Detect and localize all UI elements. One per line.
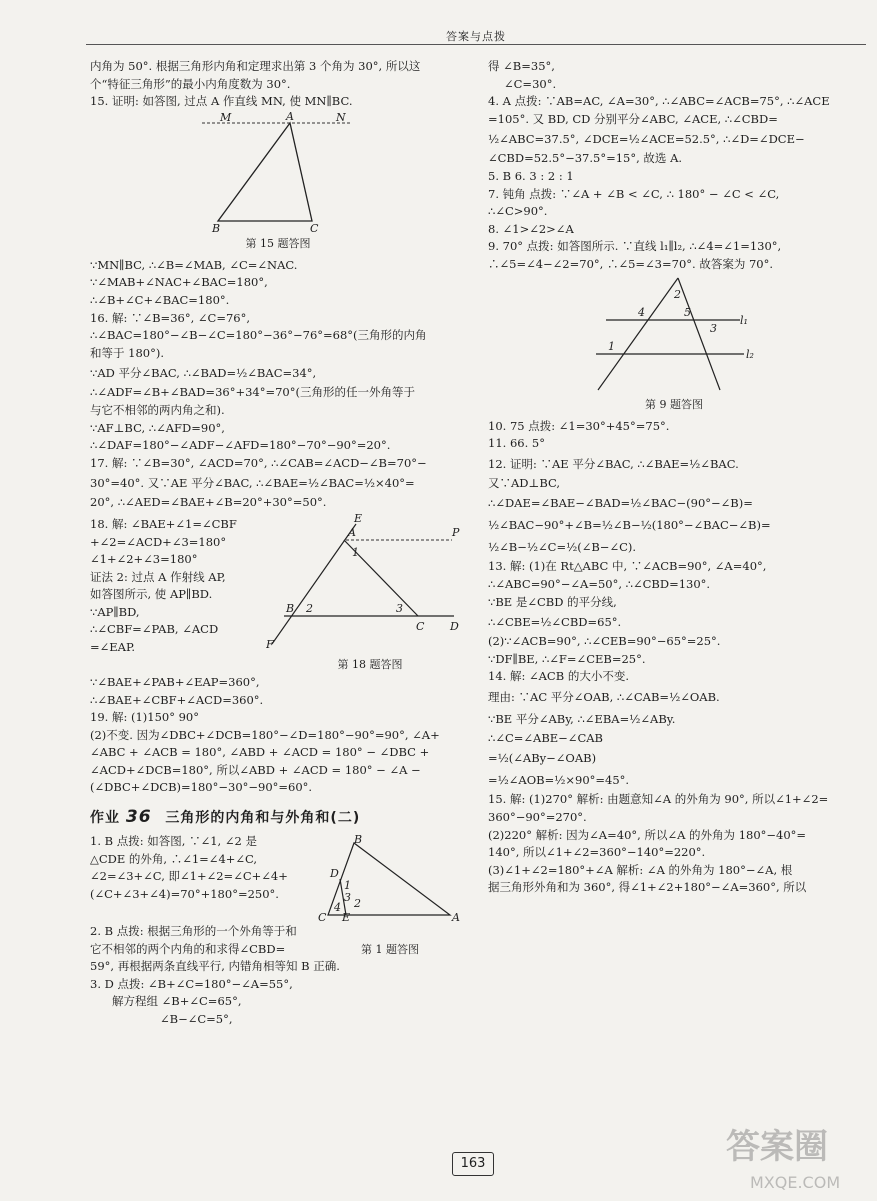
text-line: 10. 75 点拨: ∠1=30°+45°=75°. <box>488 418 670 433</box>
figure-9-diagram <box>488 274 860 394</box>
text-line: ∵AD 平分∠BAC, ∴∠BAD=½∠BAC=34°, <box>90 366 317 381</box>
text-line: 理由: ∵AC 平分∠OAB, ∴∠CAB=½∠OAB. <box>488 689 720 704</box>
text-line: 1. B 点拨: 如答图, ∵∠1, ∠2 是 <box>90 834 257 849</box>
text-line: ∵BE 是∠CBD 的平分线, <box>488 594 617 609</box>
figure-9 <box>488 274 860 394</box>
text-line: ∵∠BAE+∠PAB+∠EAP=360°, <box>90 674 260 689</box>
section-prefix: 作业 <box>90 810 120 827</box>
text-line: ½∠B−½∠C=½(∠B−∠C). <box>488 540 637 555</box>
text-line: (3)∠1+∠2=180°+∠A 解析: ∠A 的外角为 180°−∠A, 根 <box>488 862 793 877</box>
figure-1-diagram <box>318 835 468 921</box>
text-line: ∠C=30°. <box>504 76 557 91</box>
text-line: ∴∠5=∠4−∠2=70°, ∴∠5=∠3=70°. 故答案为 70°. <box>488 256 774 271</box>
fig1-label-1: 1 <box>344 879 351 893</box>
text-line: 7. 钝角 点拨: ∵∠A + ∠B < ∠C, ∴ 180° − ∠C < ∠C, <box>488 186 780 201</box>
section-title: 三角形的内角和与外角和(二) <box>165 810 361 827</box>
text-line: 又∵AD⊥BC, <box>488 475 561 490</box>
fig18-label-D: D <box>450 619 459 633</box>
text-line: ½∠ABC=37.5°, ∠DCE=½∠ACE=52.5°, ∴∠D=∠DCE− <box>488 132 805 147</box>
fig18-label-3: 3 <box>396 601 403 615</box>
figure-15-diagram <box>90 111 466 233</box>
text-line: ∵AF⊥BC, ∴∠AFD=90°, <box>90 420 225 435</box>
text-line: 17. 解: ∵∠B=30°, ∠ACD=70°, ∴∠CAB=∠ACD−∠B=70°− <box>90 455 427 470</box>
header-rule <box>86 44 866 45</box>
fig15-label-A: A <box>286 110 294 123</box>
text-line: ∵DF∥BE, ∴∠F=∠CEB=25°. <box>488 651 646 666</box>
text-line: 20°, ∴∠AED=∠BAE+∠B=20°+30°=50°. <box>90 495 327 510</box>
text-line: (∠C+∠3+∠4)=70°+180°=250°. <box>90 886 279 901</box>
text-line: 15. 解: (1)270° 解析: 由题意知∠A 的外角为 90°, 所以∠1+∠2= <box>488 792 829 807</box>
question-1-block <box>90 833 466 923</box>
text-line: ∠1+∠2+∠3=180° <box>90 552 198 567</box>
text-line: 5. B 6. 3 : 2 : 1 <box>488 168 574 183</box>
text-line: ∴∠C>90°. <box>488 204 548 219</box>
fig15-label-B: B <box>212 221 221 233</box>
fig9-label-l2: l₂ <box>746 347 754 361</box>
fig15-label-C: C <box>310 221 319 233</box>
text-line: 12. 证明: ∵AE 平分∠BAC, ∴∠BAE=½∠BAC. <box>488 456 739 471</box>
fig1-label-3: 3 <box>344 891 351 905</box>
section-heading <box>90 807 466 827</box>
text-line: 和等于 180°). <box>90 345 164 360</box>
text-line: ∵MN∥BC, ∴∠B=∠MAB, ∠C=∠NAC. <box>90 257 298 272</box>
text-line: (2)∵∠ACB=90°, ∴∠CEB=90°−65°=25°. <box>488 634 721 649</box>
text-line: 11. 66. 5° <box>488 436 545 451</box>
text-line: 9. 70° 点拨: 如答图所示. ∵直线 l₁∥l₂, ∴∠4=∠1=130°, <box>488 239 782 254</box>
text-line: (∠DBC+∠DCB)=180°−30°−90°=60°. <box>90 780 313 795</box>
text-line: ∵∠MAB+∠NAC+∠BAC=180°, <box>90 275 268 290</box>
text-line: ½∠BAC−90°+∠B=½∠B−½(180°−∠BAC−∠B)= <box>488 518 771 533</box>
watermark-url: MXQE.COM <box>750 1173 841 1192</box>
text-line: ∴∠B+∠C+∠BAC=180°. <box>90 292 230 307</box>
text-line: (2)220° 解析: 因为∠A=40°, 所以∠A 的外角为 180°−40°= <box>488 827 807 842</box>
text-line: ∴∠C=∠ABE−∠CAB <box>488 730 603 745</box>
text-line: ∵BE 平分∠ABy, ∴∠EBA=½∠ABy. <box>488 711 676 726</box>
figure-1-caption: 第 1 题答图 <box>361 942 419 956</box>
text-line: 解方程组 ∠B+∠C=65°, <box>112 994 242 1009</box>
fig1-label-2: 2 <box>354 897 361 911</box>
text-line: △CDE 的外角, ∴∠1=∠4+∠C, <box>90 851 258 866</box>
fig18-label-P: P <box>452 525 460 539</box>
fig9-label-5: 5 <box>684 305 691 319</box>
fig18-label-E: E <box>354 511 363 525</box>
text-line: 19. 解: (1)150° 90° <box>90 710 200 725</box>
fig9-label-3: 3 <box>710 321 717 335</box>
fig1-label-B: B <box>354 835 363 847</box>
text-line: ∠2=∠3+∠C, 即∠1+∠2=∠C+∠4+ <box>90 869 288 884</box>
text-line: 如答图所示, 使 AP∥BD. <box>90 587 213 602</box>
text-line: =105°. 又 BD, CD 分别平分∠ABC, ∠ACE, ∴∠CBD= <box>488 111 778 126</box>
text-line: 它不相邻的两个内角的和求得∠CBD= <box>90 941 286 956</box>
left-column <box>90 58 466 1029</box>
figure-15 <box>90 111 466 233</box>
text-line: ∴∠BAE+∠CBF+∠ACD=360°. <box>90 692 264 707</box>
text-line: ∠CBD=52.5°−37.5°=15°, 故选 A. <box>488 151 683 166</box>
text-line: 4. A 点拨: ∵AB=AC, ∠A=30°, ∴∠ABC=∠ACB=75°, ∴∠ACE <box>488 94 830 109</box>
fig18-label-B: B <box>286 601 295 615</box>
text-line: ∵AP∥BD, <box>90 604 140 619</box>
text-line: 30°=40°. 又∵AE 平分∠BAC, ∴∠BAE=½∠BAC=½×40°= <box>90 476 415 491</box>
page-header: 答案与点拨 <box>446 30 506 43</box>
text-line: ∠ABC + ∠ACB = 180°, ∠ABD + ∠ACD = 180° − ∠DBC + <box>90 745 430 760</box>
figure-9-caption: 第 9 题答图 <box>645 397 703 411</box>
text-line: 13. 解: (1)在 Rt△ABC 中, ∵∠ACB=90°, ∠A=40°, <box>488 559 767 574</box>
page-number: 163 <box>452 1152 494 1176</box>
text-line: 2. B 点拨: 根据三角形的一个外角等于和 <box>90 924 297 939</box>
fig9-label-1: 1 <box>608 339 615 353</box>
text-line: =½(∠ABy−∠OAB) <box>488 751 597 766</box>
text-line: 据三角形外角和为 360°, 得∠1+∠2+180°−∠A=360°, 所以 <box>488 880 807 895</box>
fig1-label-A: A <box>452 911 460 922</box>
figure-18-diagram <box>266 512 466 652</box>
text-line: ∴∠CBF=∠PAB, ∠ACD <box>90 622 219 637</box>
text-line: 59°, 再根据两条直线平行, 内错角相等知 B 正确. <box>90 959 340 974</box>
text-line: =∠EAP. <box>90 640 136 655</box>
fig1-label-4: 4 <box>334 901 341 915</box>
text-line: +∠2=∠ACD+∠3=180° <box>90 534 227 549</box>
right-column <box>488 58 860 897</box>
text-line: 140°, 所以∠1+∠2=360°−140°=220°. <box>488 845 706 860</box>
text-line: ∴∠ABC=90°−∠A=50°, ∴∠CBD=130°. <box>488 576 711 591</box>
figure-18-caption: 第 18 题答图 <box>337 657 403 671</box>
text-line: ∴∠BAC=180°−∠B−∠C=180°−36°−76°=68°(三角形的内角 <box>90 328 427 343</box>
text-line: 15. 证明: 如答图, 过点 A 作直线 MN, 使 MN∥BC. <box>90 94 353 109</box>
fig18-label-2: 2 <box>306 601 313 615</box>
text-line: 得 ∠B=35°, <box>488 59 555 73</box>
text-line: =½∠AOB=½×90°=45°. <box>488 773 630 788</box>
figure-15-caption: 第 15 题答图 <box>245 236 311 250</box>
fig15-label-N: N <box>336 110 346 124</box>
text-line: ∠B−∠C=5°, <box>160 1012 233 1027</box>
text-line: ∴∠ADF=∠B+∠BAD=36°+34°=70°(三角形的任一外角等于 <box>90 385 415 400</box>
fig18-label-1: 1 <box>352 545 359 559</box>
fig9-label-4: 4 <box>638 305 645 319</box>
question-18-block <box>90 512 466 674</box>
text-line: (2)不变. 因为∠DBC+∠DCB=180°−∠D=180°−90°=90°, ∠A+ <box>90 727 440 742</box>
text-line: 3. D 点拨: ∠B+∠C=180°−∠A=55°, <box>90 976 293 991</box>
fig18-label-C: C <box>416 619 425 633</box>
text-line: ∴∠CBE=½∠CBD=65°. <box>488 615 622 630</box>
text-line: ∴∠DAF=180°−∠ADF−∠AFD=180°−70°−90°=20°. <box>90 438 391 453</box>
watermark-logo <box>720 1108 870 1198</box>
text-line: 内角为 50°. 根据三角形内角和定理求出第 3 个角为 30°, 所以这 <box>90 59 421 73</box>
fig1-label-D: D <box>330 867 339 881</box>
section-number: 36 <box>125 807 152 828</box>
fig1-label-C: C <box>318 911 327 922</box>
text-line: 18. 解: ∠BAE+∠1=∠CBF <box>90 516 237 531</box>
fig18-label-A: A <box>348 525 356 539</box>
watermark-title: 答案圈 <box>726 1127 828 1167</box>
fig9-label-l1: l₁ <box>740 313 748 327</box>
text-line: 证法 2: 过点 A 作射线 AP, <box>90 569 226 584</box>
text-line: ∴∠DAE=∠BAE−∠BAD=½∠BAC−(90°−∠B)= <box>488 496 753 511</box>
text-line: 与它不相邻的两内角之和). <box>90 402 225 417</box>
text-line: 14. 解: ∠ACB 的大小不变. <box>488 669 629 684</box>
text-line: 360°−90°=270°. <box>488 810 587 825</box>
text-line: ∠ACD+∠DCB=180°, 所以∠ABD + ∠ACD = 180° − ∠A − <box>90 762 421 777</box>
text-line: 个“特征三角形”的最小内角度数为 30°. <box>90 76 291 91</box>
fig15-label-M: M <box>220 110 232 124</box>
text-line: 16. 解: ∵∠B=36°, ∠C=76°, <box>90 310 251 325</box>
fig18-label-F: F <box>266 637 274 651</box>
fig1-label-E: E <box>342 911 351 922</box>
fig9-label-2: 2 <box>674 287 681 301</box>
text-line: 8. ∠1>∠2>∠A <box>488 221 574 236</box>
